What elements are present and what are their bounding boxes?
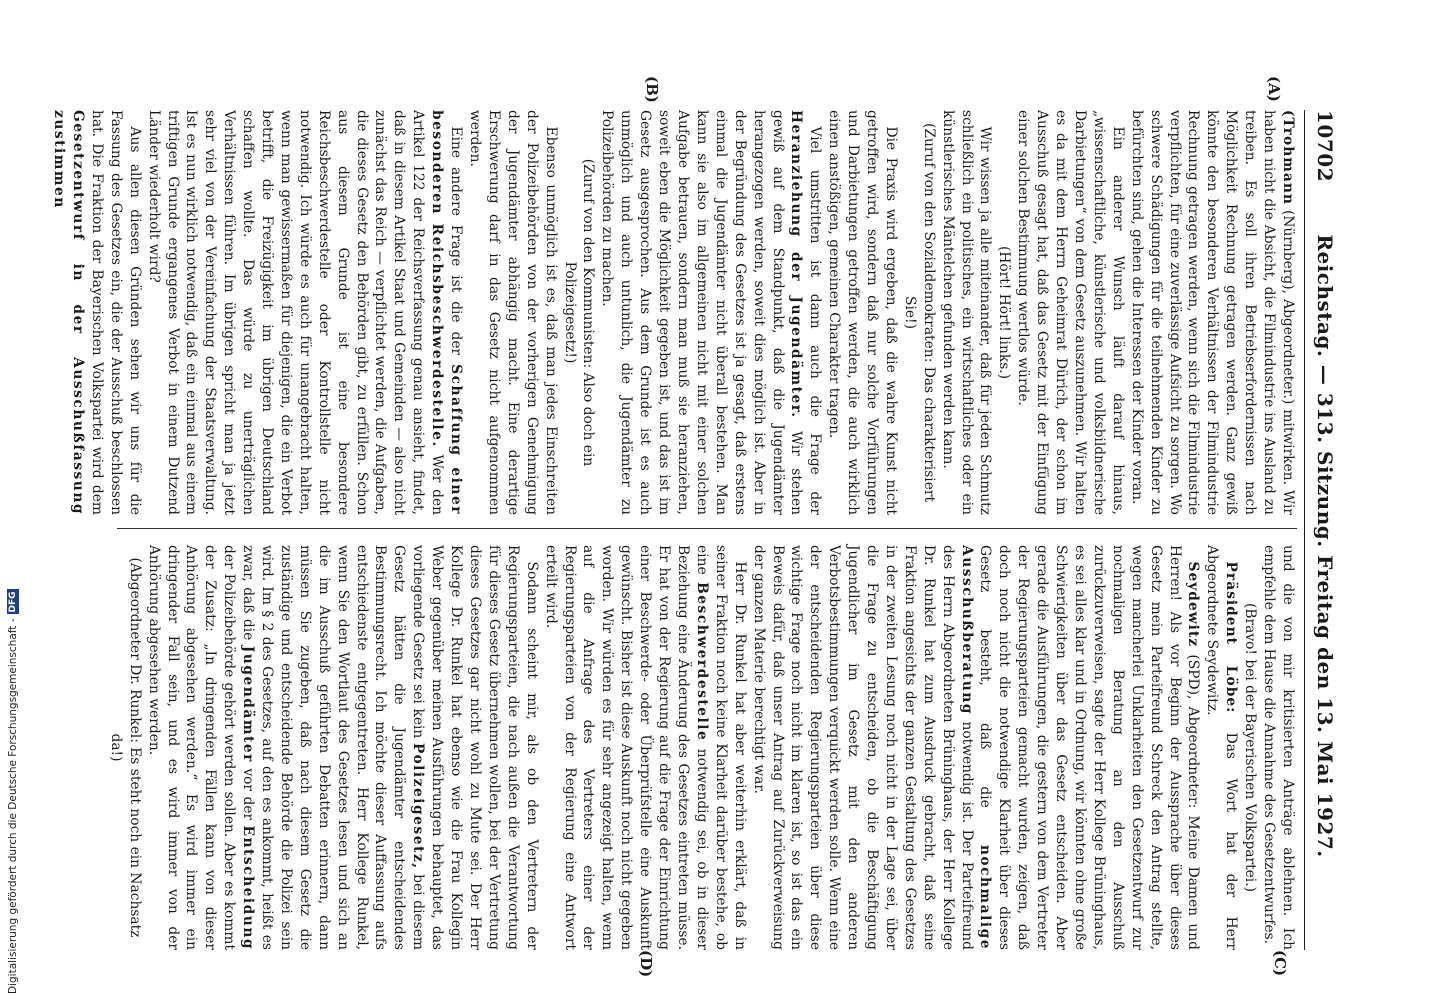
column-divider bbox=[117, 528, 1297, 529]
paragraph: Wir wissen ja alle miteinander, daß für jeden Schmutz schließlich ein politisches, ein wirtschaftliches oder ein künstlerisches Mäntelchen gefunden werden kann. bbox=[939, 110, 994, 515]
interjection: (Hört! Hört! links.) bbox=[996, 245, 1013, 380]
margin-mark-d: (D) bbox=[637, 950, 655, 978]
page-number: 10702 bbox=[1313, 110, 1337, 183]
speaker-name: Seydewitz bbox=[1185, 561, 1202, 648]
paragraph-text: notwendig sei, ob in dieser Beziehung eine Änderung des Gesetzes eintreten müsse. Er hat von der Regierung auf die Frage der Einrichtung einer Beschwerde- oder Überprüfstelle eine Auskunft gewünscht. Bisher ist diese Auskunft noch nicht gegeben worden. Wir würden es für sehr angezeigt halten, wenn auf die Anfrage des Vertreters einer der Regierungsparteien von der Regierung eine Antwort erteilt wird. bbox=[542, 545, 710, 950]
paragraph: Die Praxis wird ergeben, daß die wahre Kunst nicht getroffen wird, sondern daß nur solche Vorführungen und Darbietungen getroffen werden, die auch wirklich einen anstößigen, gemeinen Charakter tragen. bbox=[826, 110, 899, 515]
margin-mark-a: (A) bbox=[1265, 76, 1283, 102]
emphasis-text: Beschwerdestelle bbox=[693, 582, 710, 742]
digitization-credit bbox=[6, 591, 20, 994]
speaker-name: Präsident Löbe: bbox=[1223, 561, 1240, 714]
interjection: (Zuruf von den Sozialdemokraten: Das charakterisiert Sie!) bbox=[901, 122, 937, 503]
emphasis-text: Entscheidung bbox=[240, 825, 257, 950]
paragraph bbox=[1202, 545, 1240, 950]
speaker-name: (Trohmann bbox=[1280, 110, 1296, 205]
paragraph: und die von mir kritisierten Anträge ablehnen. Ich empfehle dem Hause die Annahme des Gesetzentwurfes. bbox=[1261, 545, 1296, 950]
left-column bbox=[51, 110, 1297, 516]
paragraph-text: Eine andere Frage ist die der bbox=[448, 126, 465, 356]
paragraph-text: notwendig ist. Der Parteifreund des Herrn Abgeordneten Brüninghaus, der Herr Kollege Dr. Runkel hat zum Ausdruck gebracht, daß seine Fraktion angesichts der ganzen Gestaltung des Gesetzes in der zweiten Lesung noch nicht in der Lage sei, über die Frage zu entscheiden, ob die Beschäftigung Jugendlicher im Gesetz mit den anderen Verbotsbestimmungen verquickt werden solle. Wenn eine der entscheidenden Regierungsparteien über diese wichtige Frage noch nicht im klaren ist, so ist das ein Beweis dafür, daß unser Antrag auf Zurückverweisung der ganzen Materie berechtigt war. bbox=[750, 545, 975, 950]
newspaper-page bbox=[51, 76, 1345, 978]
paragraph bbox=[1127, 110, 1297, 515]
interjection: (Abgeordneter Dr. Runkel: Es steht noch ein Nachsatz da!) bbox=[107, 557, 143, 938]
paragraph-text: bei diesem Gesetz hätten die Jugendämter entscheidendes Bestimmungsrecht. Ich möchte dieser Auffassung aufs entschiedenste entgegentreten. Herr Kollege Runkel, wenn Sie den Wortlaut des Gesetzes lesen und sich an die im Ausschuß geführten Debatten erinnern, dann müssen Sie zugeben, daß nach diesem Gesetz die zuständige und entscheidende Behörde die Polizei sein wird. Im § 2 des Gesetzes, auf den es ankommt, heißt es zwar, daß die bbox=[240, 545, 427, 950]
paragraph bbox=[749, 545, 1203, 950]
right-column bbox=[107, 545, 1297, 951]
paragraph bbox=[541, 545, 749, 950]
paragraph-text: der Polizeibehörde gehört werden sollen. Aber es kommt der Zusatz: „In dringenden Fällen kann von dieser Anhörung abgesehen werden.“ Es wird immer ein dringender Fall sein, und es wird immer von der Anhörung abgesehen werden. bbox=[145, 545, 238, 950]
paragraph-text: (Nürnberg), Abgeordneter.) mitwirken. Wir haben nicht die Absicht, die Filmindustrie ins Ausland zu treiben. Es soll ihren Betriebserfordernissen nach Möglichkeit Rechnung getragen werden. Ganz gewiß könnte den besonderen Verhältnissen der Filmindustrie Rechnung getragen werden, wenn sich die Filmindustrie verpflichten, für eine zuverlässige Aufsicht zu sorgen. Wo schwere Schädigungen für die teilnehmenden Kinder zu befürchten sind, gehen die Interessen der Kinder voran. bbox=[1128, 110, 1296, 516]
paragraph bbox=[144, 545, 541, 950]
paragraph-text: vor der bbox=[240, 768, 257, 821]
dfg-logo: DFG bbox=[8, 591, 18, 613]
emphasis-text: nochmalige Ausschußberatung bbox=[958, 545, 994, 951]
emphasis-text: Schaffung einer besonderen Reichsbeschwerdestelle. bbox=[429, 110, 465, 515]
paragraph-text: Das Wort hat der Herr Abgeordnete Seydewitz. bbox=[1204, 545, 1240, 950]
emphasis-text: Gesetzentwurf in der Ausschußfassung zustimmen bbox=[51, 110, 86, 515]
page-title: Reichstag. — 313. Sitzung. Freitag den 13. Mai 1927. bbox=[1313, 234, 1337, 858]
interjection: (Bravo! bei der Bayerischen Volkspartei.) bbox=[1242, 602, 1259, 892]
emphasis-text: Polizeigesetz, bbox=[410, 742, 427, 870]
paragraph bbox=[144, 110, 465, 515]
paragraph: Ein anderer Wunsch läuft darauf hinaus, „wissenschaftliche, künstlerische und volksbildnerische Darbietungen“ von dem Gesetz auszunehmen. Wir halten es da mit dem Herrn Geheimrat Dürich, der schon im Ausschuß gesagt hat, daß das Gesetz mit der Einfügung einer solchen Bestimmung wertlos würde. bbox=[1015, 110, 1126, 515]
paragraph bbox=[49, 110, 144, 515]
page-header bbox=[1304, 110, 1345, 950]
paragraph-text: Herr Dr. Runkel hat aber weiterhin erklärt, daß in seiner Fraktion noch keine Klarheit darüber bestehe, ob eine bbox=[693, 545, 748, 950]
margin-mark-c: (C) bbox=[1271, 950, 1289, 977]
credit-text: Digitalisierung gefördert durch die Deutsche Forschungsgemeinschaft - bbox=[7, 618, 19, 994]
paragraph-text: Aus allen diesen Gründen sehen wir uns für die Fassung des Gesetzes ein, die der Ausschuß beschlossen hat. Die Fraktion der Bayerischen Volkspartei wird dem bbox=[88, 110, 143, 515]
paragraph bbox=[597, 110, 824, 515]
margin-mark-b: (B) bbox=[643, 76, 661, 103]
paragraph-text: Viel umstritten ist dann auch die Frage der bbox=[807, 126, 824, 515]
paragraph-text: Wer den Artikel 122 der Reichsverfassung genau ansieht, findet, daß in diesem Artikel Staat und Gemeinden — also nicht zunächst das Reich — verpflichtet werden, die Aufgaben, die dieses Gesetz den Behörden gibt, zu erfüllen. Schon aus diesem Grunde ist eine besondere Reichsbeschwerdestelle oder Kontrollstelle nicht notwendig. Ich würde es auch für unangebracht halten, wenn man gewissermaßen für diejenigen, die ein Verbot betrifft, die Freizügigkeit im übrigen Deutschland schaffen wollte. Das würde zu unerträglichen Verhältnissen führen. Im übrigen spricht man ja jetzt sehr viel von der Vereinfachung der Staatsverwaltung. Ist es nun wirklich notwendig, daß ein einmal aus einem triftigen Grunde ergangenes Verbot in einem Dutzend Länder wiederholt wird? bbox=[145, 110, 446, 516]
paragraph-text: (SPD), Abgeordneter: Meine Damen und Herren! Als vor Beginn der Aussprache über dieses Gesetz mein Parteifreund Schreck den Antrag stellte, wegen mancherlei Unklarheiten den Gesetzentwurf zur nochmaligen Beratung an den Ausschuß zurückzuverweisen, sagte der Herr Kollege Brüninghaus, es sei alles klar und in Ordnung, wir könnten ohne große Schwierigkeiten über das Gesetz entscheiden. Aber gerade die Ausführungen, die gestern von dem Vertreter der Regierungsparteien gemacht wurden, zeigen, daß doch noch nicht die notwendige Klarheit über dieses Gesetz besteht, daß die bbox=[977, 545, 1202, 950]
emphasis-text: Jugendämter bbox=[240, 645, 257, 763]
emphasis-text: Heranziehung der Jugendämter. bbox=[788, 110, 805, 419]
paragraph-text: Sodann scheint mir, als ob den Vertretern der Regierungsparteien, die nach außen die Verantwortung für dieses Gesetz übernehmen wollen, bei der Vertretung dieses Gesetzes gar nicht wohl zu Mute sei. Der Herr Kollege Dr. Runkel hat ebenso wie die Frau Kollegin Weber gegenüber meinen Ausführungen behauptet, das vorliegende Gesetz sei kein bbox=[410, 545, 540, 950]
interjection: (Zuruf von den Kommunisten: Also doch ein Polizeigesetz!) bbox=[561, 158, 597, 467]
paragraph-text: Wir stehen gewiß auf dem Standpunkt, daß die Jugendämter herangezogen werden, soweit dies möglich ist. Aber in der Begründung des Gesetzes ist ja gesagt, daß erstens einmal die Jugendämter nicht überall bestehen. Man kann sie also im allgemeinen nicht mit einer solchen Aufgabe betrauen, sondern man muß sie heranziehen, soweit eben die Möglichkeit gegeben ist, und das ist im Gesetz ausgesprochen. Aus dem Grunde ist es auch unmöglich und auch untunlich, die Jugendämter zu Polizeibehörden zu machen. bbox=[599, 110, 805, 515]
paragraph: Ebenso unmöglich ist es, daß man jedes Einschreiten der Polizeibehörden von der vorherigen Genehmigung der Jugendämter abhängig macht. Eine derartige Erschwerung darf in das Gesetz nicht aufgenommen werden. bbox=[467, 110, 559, 515]
